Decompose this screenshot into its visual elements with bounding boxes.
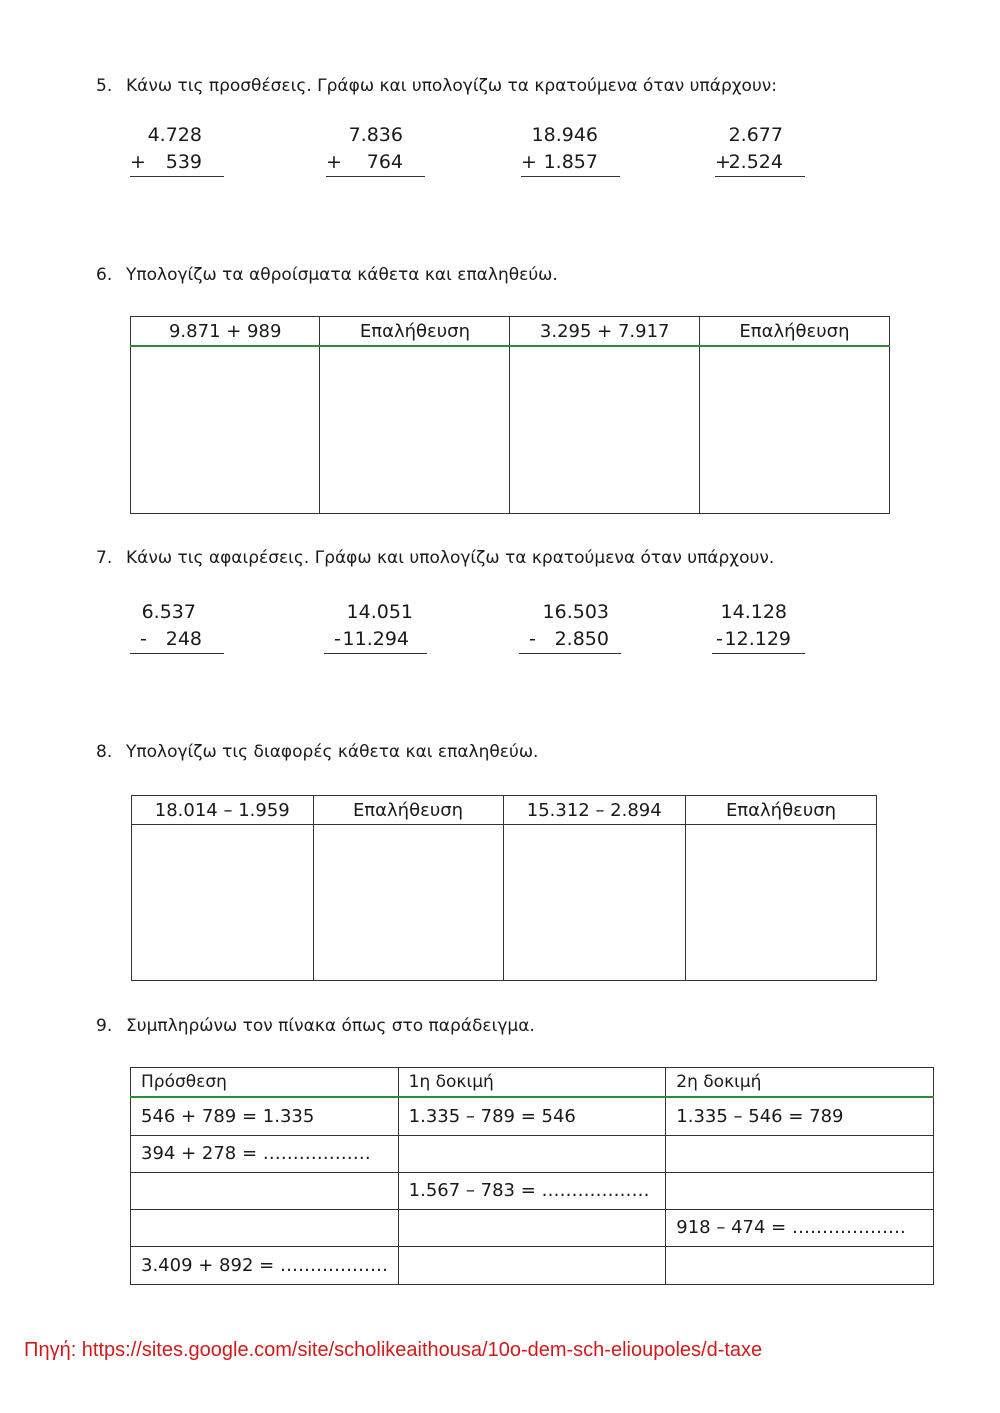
table-header: 18.014 – 1.959: [132, 796, 314, 825]
question-text: Κάνω τις προσθέσεις. Γράφω και υπολογίζω τα κρατούμενα όταν υπάρχουν:: [126, 76, 778, 96]
plus-sign: +: [326, 151, 342, 173]
question-number: 5.: [96, 76, 113, 96]
table-row: [131, 1172, 934, 1209]
subtrahend: 2.850: [554, 628, 609, 650]
minus-sign: -: [529, 628, 536, 650]
table-cell: 1.335 – 546 = 789: [666, 1097, 934, 1135]
addend-top: 4.728: [147, 124, 202, 146]
answer-cell[interactable]: [685, 825, 876, 981]
subtraction-problem: [712, 599, 805, 654]
plus-sign: +: [130, 151, 146, 173]
addend-bottom: 539: [165, 151, 202, 173]
table-row: [131, 1246, 934, 1284]
table-header: Επαλήθευση: [320, 317, 510, 347]
table-cell: 546 + 789 = 1.335: [131, 1097, 399, 1135]
addition-problem: [130, 122, 224, 177]
question-6-title: [96, 265, 558, 285]
answer-cell[interactable]: [510, 346, 699, 514]
addend-bottom-line: [130, 149, 224, 177]
answer-cell[interactable]: [131, 346, 320, 514]
addend-top: 2.677: [728, 124, 783, 146]
minus-sign: -: [716, 628, 723, 650]
question-8-title: [96, 742, 538, 762]
table-header: Επαλήθευση: [685, 796, 876, 825]
table-cell[interactable]: [398, 1209, 666, 1246]
subtraction-problem: [519, 599, 621, 654]
table-row: [131, 1209, 934, 1246]
table-cell[interactable]: [666, 1172, 934, 1209]
table-cell[interactable]: [666, 1246, 934, 1284]
minuend: 16.503: [542, 601, 609, 623]
subtrahend: 248: [165, 628, 202, 650]
table-header: 2η δοκιμή: [666, 1068, 934, 1098]
question-text: Συμπληρώνω τον πίνακα όπως στο παράδειγμα.: [126, 1016, 535, 1036]
table-header: 3.295 + 7.917: [510, 317, 699, 347]
addend-top: 18.946: [531, 124, 598, 146]
question-text: Κάνω τις αφαιρέσεις. Γράφω και υπολογίζω τα κρατούμενα όταν υπάρχουν.: [126, 548, 775, 568]
table-cell[interactable]: [131, 1209, 399, 1246]
table-header: 15.312 – 2.894: [503, 796, 685, 825]
subtrahend-line: [130, 626, 224, 654]
plus-sign: +: [521, 151, 537, 173]
table-cell[interactable]: 1.567 – 783 = ………………: [398, 1172, 666, 1209]
table-cell[interactable]: 918 – 474 = ……………….: [666, 1209, 934, 1246]
question-number: 8.: [96, 742, 113, 762]
table-row: [131, 1097, 934, 1135]
addend-bottom-line: [521, 149, 620, 177]
minus-sign: -: [334, 628, 341, 650]
subtrahend-line: [324, 626, 427, 654]
question-text: Υπολογίζω τις διαφορές κάθετα και επαληθεύω.: [126, 742, 539, 762]
addend-top: 7.836: [348, 124, 403, 146]
question-7-title: [96, 548, 774, 568]
subtraction-problem: [324, 599, 427, 654]
table-cell[interactable]: 394 + 278 = ………………: [131, 1135, 399, 1172]
addend-bottom-line: [715, 149, 805, 177]
addition-problem: [521, 122, 620, 177]
minuend: 6.537: [141, 601, 196, 623]
question-5-title: [96, 76, 777, 96]
subtrahend-line: [712, 626, 805, 654]
sum-verification-table: [130, 316, 890, 514]
answer-cell[interactable]: [313, 825, 503, 981]
source-link[interactable]: Πηγή: https://sites.google.com/site/scholikeaithousa/10o-dem-sch-elioupoles/d-taxe: [24, 1339, 763, 1361]
question-9-title: [96, 1016, 535, 1036]
table-row: [131, 1135, 934, 1172]
answer-cell[interactable]: [699, 346, 889, 514]
table-cell[interactable]: [131, 1172, 399, 1209]
answer-cell[interactable]: [132, 825, 314, 981]
plus-sign: +: [715, 151, 731, 173]
table-header: Πρόσθεση: [131, 1068, 399, 1098]
subtraction-problem: [130, 599, 224, 654]
addition-problem: [326, 122, 425, 177]
addend-bottom-line: [326, 149, 425, 177]
table-header: Επαλήθευση: [699, 317, 889, 347]
answer-cell[interactable]: [320, 346, 510, 514]
addend-bottom: 764: [366, 151, 403, 173]
addition-problem: [715, 122, 805, 177]
table-cell: 1.335 – 789 = 546: [398, 1097, 666, 1135]
table-header: 1η δοκιμή: [398, 1068, 666, 1098]
table-cell[interactable]: [398, 1135, 666, 1172]
table-cell[interactable]: [666, 1135, 934, 1172]
question-number: 9.: [96, 1016, 113, 1036]
subtrahend-line: [519, 626, 621, 654]
minus-sign: -: [140, 628, 147, 650]
question-number: 6.: [96, 265, 113, 285]
question-number: 7.: [96, 548, 113, 568]
minuend: 14.051: [346, 601, 413, 623]
table-cell[interactable]: 3.409 + 892 = ………………: [131, 1246, 399, 1284]
subtrahend: 11.294: [342, 628, 409, 650]
table-header: Επαλήθευση: [313, 796, 503, 825]
minuend: 14.128: [720, 601, 787, 623]
answer-cell[interactable]: [503, 825, 685, 981]
question-text: Υπολογίζω τα αθροίσματα κάθετα και επαληθεύω.: [126, 265, 558, 285]
addend-bottom: 1.857: [543, 151, 598, 173]
addend-bottom: 2.524: [728, 151, 783, 173]
table-header: 9.871 + 989: [131, 317, 320, 347]
table-cell[interactable]: [398, 1246, 666, 1284]
addition-check-table: [130, 1067, 934, 1285]
subtrahend: 12.129: [724, 628, 791, 650]
difference-verification-table: [131, 795, 877, 981]
